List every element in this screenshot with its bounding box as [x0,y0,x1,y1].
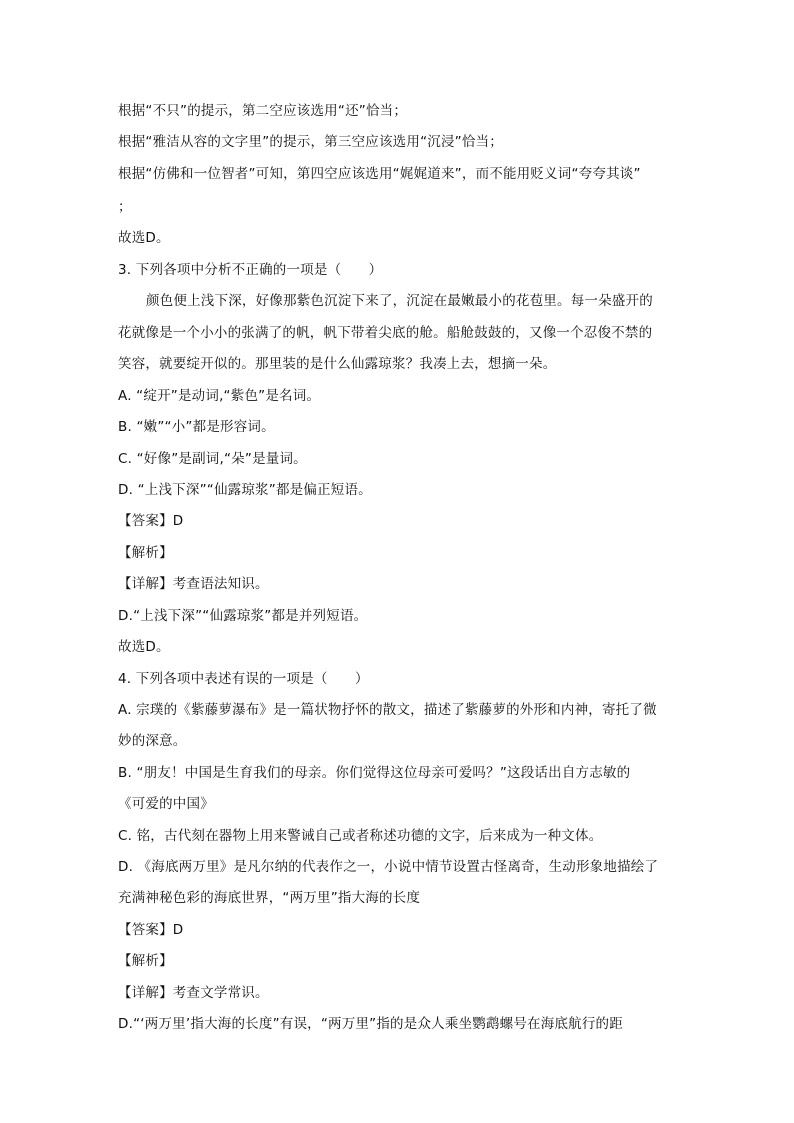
detail-label: 【详解】考查文学常识。 [118,985,269,1001]
detail-label: 【详解】考查语法知识。 [118,576,269,592]
question-4-stem: 4. 下列各项中表述有误的一项是（ ） [118,671,369,687]
text-line: 根据“雅洁从容的文字里”的提示，第三空应该选用“沉浸”恰当； [118,134,503,150]
option-c: C. 铭，古代刻在器物上用来警诫自己或者称述功德的文字，后来成为一种文体。 [118,828,603,844]
passage-line: 笑容，就要绽开似的。那里装的是什么仙露琼浆？我凑上去，想摘一朵。 [118,356,557,372]
passage-line: 颜色便上浅下深，好像那紫色沉淀下来了，沉淀在最嫩最小的花苞里。每一朵盛开的 [146,293,653,309]
explanation-line: D.“上浅下深”“仙露琼浆”都是并列短语。 [118,608,368,624]
passage-line: 花就像是一个小小的张满了的帆，帆下带着尖底的舱。船舱鼓鼓的，又像一个忍俊不禁的 [118,325,653,341]
option-c: C. “好像”是副词,“朵”是量词。 [118,451,307,467]
text-line: 根据“仿佛和一位智者”可知，第四空应该选用“娓娓道来”，而不能用贬义词“夸夸其谈” [118,166,641,182]
answer-label: 【答案】D [118,513,184,529]
text-line: 故选D。 [118,639,170,655]
question-3-stem: 3. 下列各项中分析不正确的一项是（ ） [118,262,383,278]
option-d: D. 《海底两万里》是凡尔纳的代表作之一，小说中情节设置古怪离奇，生动形象地描绘了 [118,859,659,875]
text-line: 故选D。 [118,230,170,246]
option-a-cont: 妙的深意。 [118,733,187,749]
analysis-label: 【解析】 [118,953,173,969]
text-line: ； [118,199,132,215]
option-d: D. “上浅下深”“仙露琼浆”都是偏正短语。 [118,482,372,498]
option-b: B. “嫩”“小”都是形容词。 [118,419,275,435]
option-b: B. “朋友！中国是生育我们的母亲。你们觉得这位母亲可爱吗？”这段话出自方志敏的 [118,765,631,781]
text-line: 根据“不只”的提示，第二空应该选用“还”恰当； [118,103,408,119]
analysis-label: 【解析】 [118,545,173,561]
option-a: A. “绽开”是动词,“紫色”是名词。 [118,388,321,404]
option-d-cont: 充满神秘色彩的海底世界，“两万里”指大海的长度 [118,890,421,906]
option-a: A. 宗璞的《紫藤萝瀑布》是一篇状物抒怀的散文，描述了紫藤萝的外形和内神，寄托了微 [118,702,657,718]
option-b-cont: 《可爱的中国》 [118,796,214,812]
answer-label: 【答案】D [118,922,184,938]
explanation-line: D.“‘两万里’指大海的长度”有误，“两万里”指的是众人乘坐鹦鹉螺号在海底航行的距 [118,1016,623,1032]
